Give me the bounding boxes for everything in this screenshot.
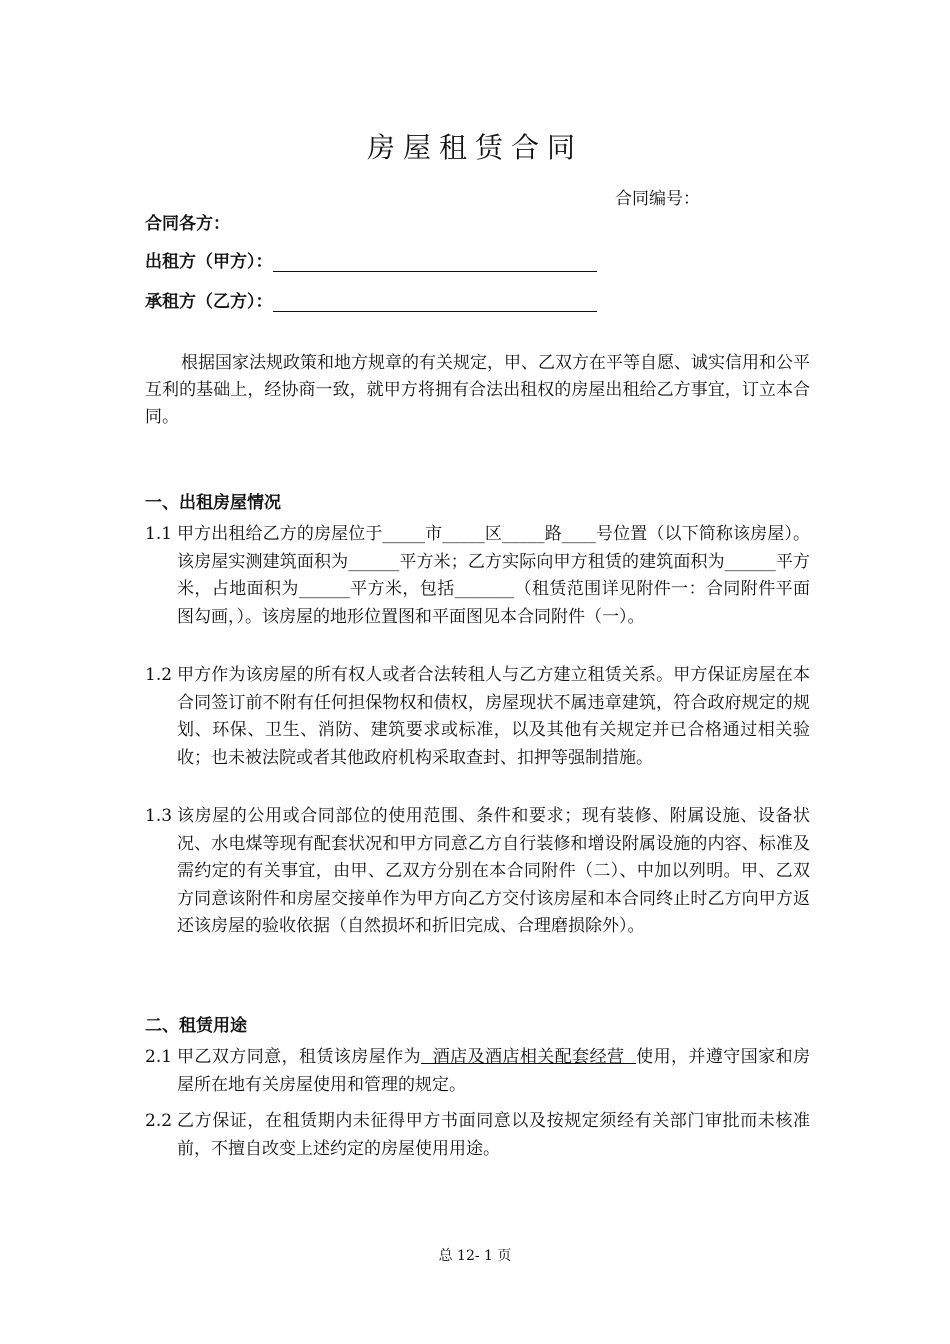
page-footer: 总 12- 1 页	[438, 1248, 512, 1264]
document-title: 房屋租赁合同	[366, 131, 583, 164]
clause-text: 该房屋的公用或合同部位的使用范围、条件和要求；现有装修、附属设施、设备状况、水电煤等现有配套状况和甲方同意乙方自行装修和增设附属设施的内容、标准及需约定的有关事宜，由甲、乙双方分别在本合同附件（二）、中加以列明。甲、乙双方同意该附件和房屋交接单作为甲方向乙方交付该房屋和本合同终止时乙方向甲方返还该房屋的验收依据（自然损坏和折旧完成、合理磨损除外）。	[177, 806, 810, 936]
clause-text-before: 甲乙双方同意，租赁该房屋作为	[177, 1047, 422, 1067]
clause-1-1	[145, 521, 810, 631]
lessor-line	[145, 247, 597, 272]
clause-1-2	[145, 662, 810, 772]
clause-2-2	[145, 1108, 810, 1163]
clause-text-after: 使用，并遵守国家和房屋所在地有关房屋使用和管理的规定。	[177, 1047, 811, 1095]
clause-2-1	[145, 1044, 810, 1099]
clause-number: 1.3	[145, 806, 173, 826]
lessor-label: 出租方（甲方）：	[145, 252, 273, 272]
lessee-line	[145, 287, 597, 312]
section-heading: 一、出租房屋情况	[145, 493, 281, 513]
clause-1-3	[145, 803, 810, 941]
lessee-blank	[273, 293, 597, 312]
contract-number-label: 合同编号：	[615, 189, 700, 209]
parties-label: 合同各方：	[145, 214, 230, 234]
lessor-blank	[273, 253, 597, 272]
intro-paragraph: 根据国家法规政策和地方规章的有关规定，甲、乙双方在平等自愿、诚实信用和公平互利的基础上，经协商一致，就甲方将拥有合法出租权的房屋出租给乙方事宜，订立本合同。	[145, 353, 810, 427]
section-heading: 二、租赁用途	[145, 1016, 247, 1036]
clause-text: 乙方保证，在租赁期内未征得甲方书面同意以及按规定须经有关部门审批而未核准前，不擅自改变上述约定的房屋使用用途。	[177, 1111, 810, 1159]
usage-purpose: 酒店及酒店相关配套经营	[421, 1047, 637, 1067]
clause-text: 甲方作为该房屋的所有权人或者合法转租人与乙方建立租赁关系。甲方保证房屋在本合同签订前不附有任何担保物权和债权，房屋现状不属违章建筑，符合政府规定的规划、环保、卫生、消防、建筑要求或标准，以及其他有关规定并已合格通过相关验收；也未被法院或者其他政府机构采取查封、扣押等强制措施。	[177, 665, 810, 768]
lessee-label: 承租方（乙方）：	[145, 292, 273, 312]
clause-text: 甲方出租给乙方的房屋位于_____市_____区_____路____号位置（以下简称该房屋）。该房屋实测建筑面积为______平方米；乙方实际向甲方租赁的建筑面积为______平方米，占地面积为______平方米，包括_______（租赁范围详见附件一：合同附件平面图勾画，）。该房屋的地形位置图和平面图见本合同附件（一）。	[177, 524, 810, 627]
clause-number: 1.1	[145, 524, 173, 544]
clause-number: 1.2	[145, 665, 173, 685]
clause-number: 2.1	[145, 1047, 173, 1067]
clause-number: 2.2	[145, 1111, 173, 1131]
